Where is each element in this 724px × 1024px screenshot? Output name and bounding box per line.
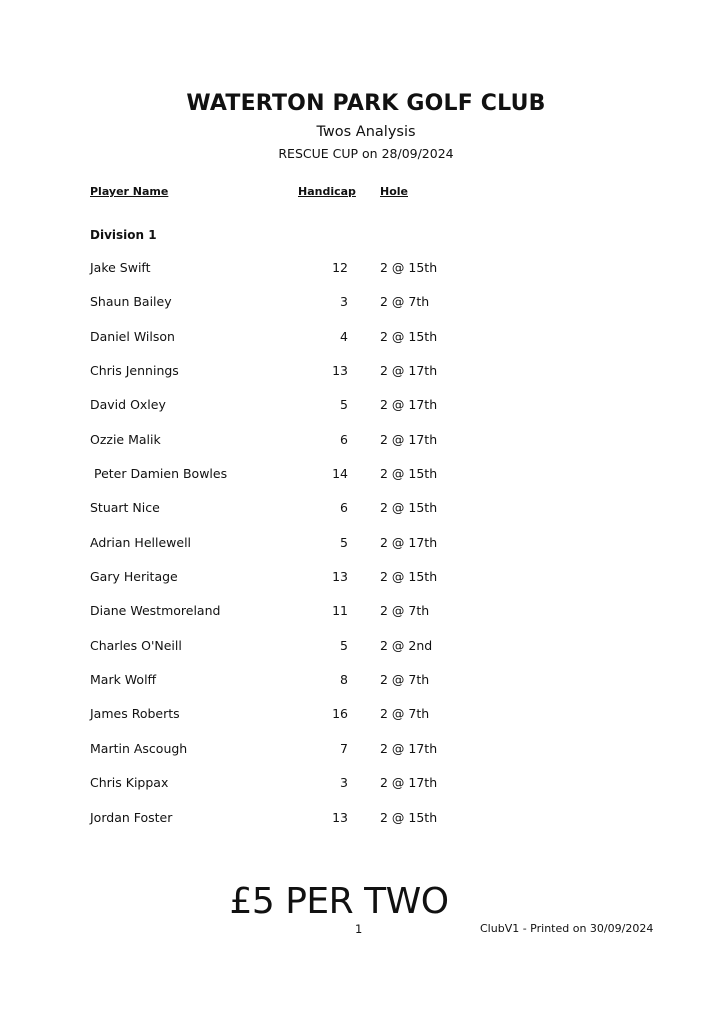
table-row [0,533,724,567]
player-name-cell: Daniel Wilson [90,328,175,344]
handicap-cell: 3 [340,775,348,791]
table-row [0,773,724,807]
competition-line: RESCUE CUP on 28/09/2024 [278,146,454,161]
handicap-cell: 11 [332,603,348,619]
division-heading: Division 1 [90,228,157,242]
hole-cell: 2 @ 15th [380,569,438,585]
page-number: 1 [355,922,363,936]
hole-cell: 2 @ 15th [380,809,438,825]
table-row [0,395,724,429]
hole-cell: 2 @ 15th [380,328,438,344]
player-table [0,258,724,842]
hole-cell: 2 @ 17th [380,534,438,550]
prize-banner: £5 PER TWO [229,881,449,922]
handicap-cell: 4 [340,328,348,344]
hole-cell: 2 @ 7th [380,294,430,310]
hole-cell: 2 @ 7th [380,672,430,688]
player-name-cell: Chris Jennings [90,363,179,379]
hole-cell: 2 @ 15th [380,500,438,516]
hole-cell: 2 @ 7th [380,706,430,722]
handicap-cell: 14 [332,466,348,482]
table-row [0,361,724,395]
player-name-cell: Charles O'Neill [90,637,182,653]
table-row [0,567,724,601]
player-name-cell: Jordan Foster [90,809,173,825]
handicap-cell: 5 [340,397,348,413]
handicap-cell: 13 [332,363,348,379]
hole-cell: 2 @ 15th [380,466,438,482]
column-header-player-name: Player Name [90,185,169,198]
handicap-cell: 3 [340,294,348,310]
hole-cell: 2 @ 7th [380,603,430,619]
player-name-cell: Stuart Nice [90,500,160,516]
hole-cell: 2 @ 17th [380,363,438,379]
table-row [0,739,724,773]
hole-cell: 2 @ 17th [380,775,438,791]
table-row [0,327,724,361]
table-row [0,498,724,532]
handicap-cell: 6 [340,500,348,516]
column-header-handicap: Handicap [298,185,356,198]
handicap-cell: 12 [332,260,348,275]
hole-cell: 2 @ 17th [380,740,438,756]
player-name-cell: Adrian Hellewell [90,534,192,550]
hole-cell: 2 @ 2nd [380,637,433,653]
column-header-hole: Hole [380,185,408,198]
player-name-cell: Ozzie Malik [90,431,161,447]
player-name-cell: Shaun Bailey [90,294,172,310]
handicap-cell: 5 [340,534,348,550]
handicap-cell: 16 [332,706,348,722]
table-row [0,464,724,498]
handicap-cell: 13 [332,569,348,585]
table-row [0,704,724,738]
club-title: WATERTON PARK GOLF CLUB [186,91,546,116]
handicap-cell: 8 [340,672,348,688]
handicap-cell: 7 [340,740,348,756]
player-name-cell: Gary Heritage [90,569,178,585]
player-name-cell: David Oxley [90,397,166,413]
hole-cell: 2 @ 17th [380,431,438,447]
player-name-cell: Martin Ascough [90,740,188,756]
player-name-cell: James Roberts [90,706,180,722]
player-name-cell: Diane Westmoreland [90,603,221,619]
table-row [0,292,724,326]
hole-cell: 2 @ 15th [380,260,438,275]
handicap-cell: 6 [340,431,348,447]
hole-cell: 2 @ 17th [380,397,438,413]
player-name-cell: Mark Wolff [90,672,157,688]
table-row [0,808,724,842]
handicap-cell: 13 [332,809,348,825]
table-row [0,430,724,464]
table-row [0,601,724,635]
player-name-cell: Peter Damien Bowles [90,466,228,482]
player-name-cell: Jake Swift [90,260,151,275]
printed-note: ClubV1 - Printed on 30/09/2024 [480,922,654,935]
handicap-cell: 5 [340,637,348,653]
report-title: Twos Analysis [316,124,416,140]
table-row [0,670,724,704]
table-row [0,258,724,292]
player-name-cell: Chris Kippax [90,775,169,791]
table-row [0,636,724,670]
